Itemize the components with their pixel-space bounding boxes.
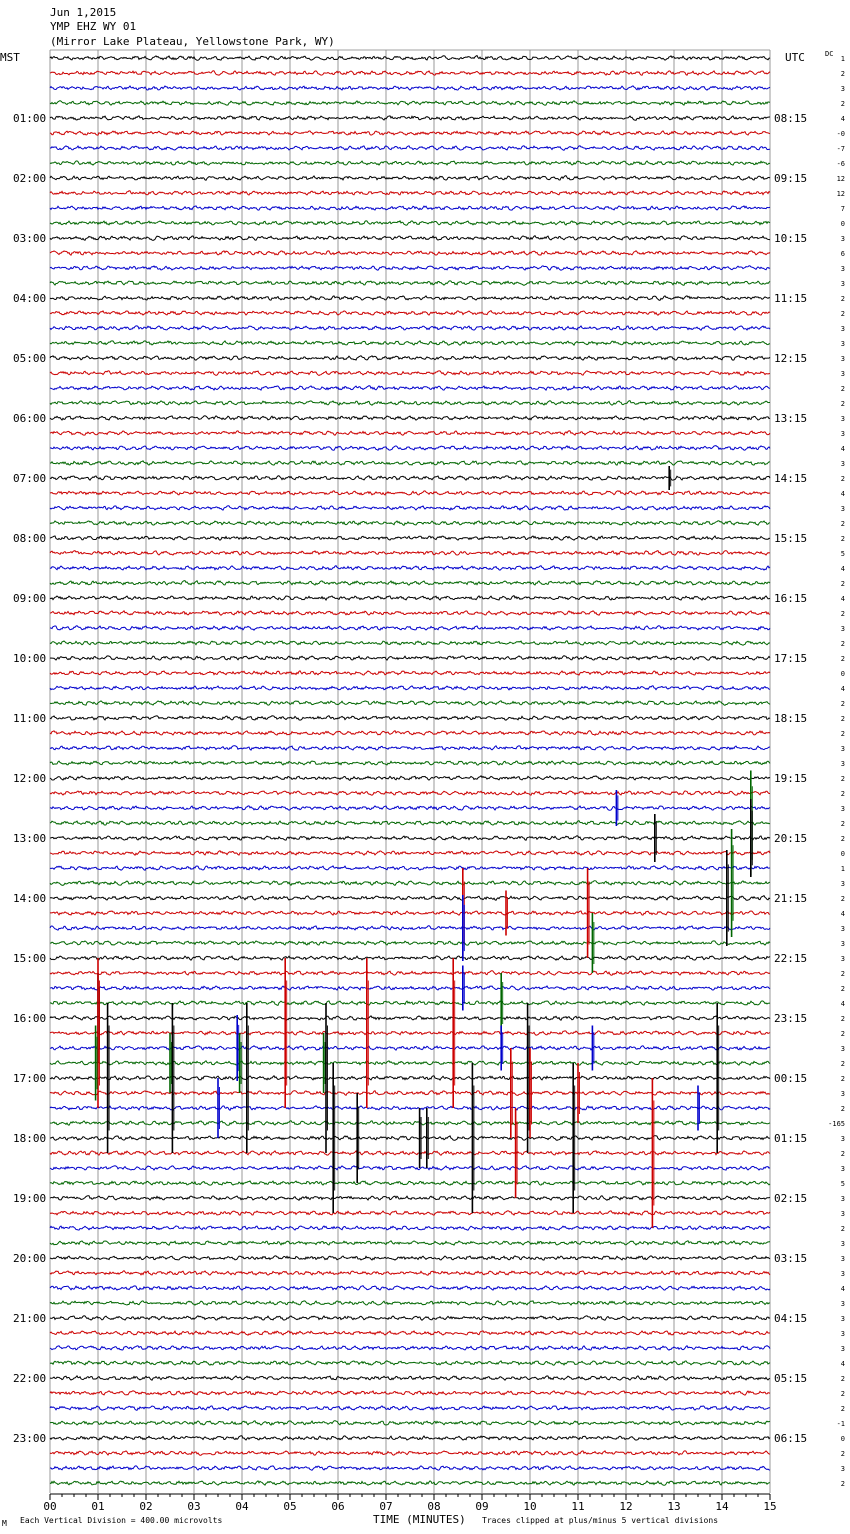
- right-hour-label: 13:15: [774, 412, 808, 425]
- trace-line: [50, 821, 770, 825]
- trace-line: [50, 71, 770, 76]
- dc-offset-value: 3: [840, 925, 845, 933]
- dc-offset-value: 4: [840, 1285, 845, 1293]
- right-hour-label: 03:15: [774, 1252, 808, 1265]
- dc-offset-value: 3: [840, 505, 845, 513]
- left-hour-label: 19:00: [13, 1192, 47, 1205]
- trace-line: [50, 341, 770, 345]
- x-tick-label: 11: [571, 1500, 585, 1513]
- grid-lines: [50, 50, 770, 1493]
- dc-offset-value: 3: [840, 745, 845, 753]
- trace-line: [50, 791, 770, 795]
- dc-offset-value: 3: [840, 880, 845, 888]
- right-hour-label: 20:15: [774, 832, 808, 845]
- trace-line: [50, 461, 770, 465]
- trace-line: [50, 506, 770, 510]
- trace-line: [50, 431, 770, 435]
- right-hour-label: 21:15: [774, 892, 808, 905]
- dc-offset-value: 2: [840, 520, 845, 528]
- trace-line: [50, 1196, 770, 1201]
- left-hour-labels: [13, 112, 46, 1445]
- trace-line: [50, 896, 770, 901]
- clip-note: Traces clipped at plus/minus 5 vertical divisions: [482, 1516, 719, 1525]
- dc-offset-value: 2: [840, 1390, 845, 1398]
- trace-line: [50, 251, 770, 255]
- dc-offset-value: -165: [828, 1120, 845, 1128]
- left-hour-label: 07:00: [13, 472, 47, 485]
- dc-offset-value: 2: [840, 295, 845, 303]
- right-hour-label: 23:15: [774, 1012, 808, 1025]
- x-axis: [43, 1494, 776, 1513]
- trace-line: [50, 776, 770, 780]
- dc-offset-value: 2: [840, 985, 845, 993]
- dc-offset-value: 2: [840, 100, 845, 108]
- dc-offset-value: 2: [840, 1060, 845, 1068]
- right-hour-label: 19:15: [774, 772, 808, 785]
- right-hour-label: 00:15: [774, 1072, 808, 1085]
- dc-offset-value: 12: [836, 175, 845, 183]
- trace-line: [50, 626, 770, 630]
- trace-line: [50, 1211, 770, 1215]
- left-hour-label: 20:00: [13, 1252, 47, 1265]
- station-label: YMP EHZ WY 01: [50, 20, 137, 33]
- trace-line: [50, 1001, 770, 1005]
- trace-line: [50, 851, 770, 855]
- trace-line: [50, 266, 770, 270]
- trace-line: [50, 1046, 770, 1050]
- trace-line: [50, 1226, 770, 1230]
- trace-line: [50, 206, 770, 210]
- dc-offset-value: 2: [840, 640, 845, 648]
- left-hour-label: 04:00: [13, 292, 47, 305]
- left-hour-label: 03:00: [13, 232, 47, 245]
- x-tick-label: 15: [763, 1500, 777, 1513]
- dc-offset-value: 0: [840, 670, 845, 678]
- dc-offset-value: 4: [840, 490, 845, 498]
- trace-line: [50, 311, 770, 316]
- dc-offset-value: 2: [840, 715, 845, 723]
- dc-offset-value: 3: [840, 325, 845, 333]
- dc-offset-value: 2: [840, 400, 845, 408]
- trace-line: [50, 1406, 770, 1410]
- right-hour-labels: [774, 112, 807, 1445]
- left-hour-label: 09:00: [13, 592, 47, 605]
- dc-offset-value: 3: [840, 955, 845, 963]
- trace-line: [50, 131, 770, 135]
- trace-line: [50, 746, 770, 750]
- right-hour-label: 16:15: [774, 592, 808, 605]
- dc-offset-value: 3: [840, 370, 845, 378]
- x-tick-label: 01: [91, 1500, 105, 1513]
- trace-line: [50, 536, 770, 540]
- trace-line: [50, 146, 770, 151]
- dc-offset-value: 2: [840, 1480, 845, 1488]
- trace-line: [50, 1061, 770, 1065]
- dc-offset-value: 2: [840, 1075, 845, 1083]
- trace-line: [50, 1166, 770, 1170]
- trace-line: [50, 176, 770, 181]
- dc-offset-value: 3: [840, 1330, 845, 1338]
- right-hour-label: 18:15: [774, 712, 808, 725]
- trace-line: [50, 1481, 770, 1485]
- dc-offset-value: 2: [840, 1105, 845, 1113]
- dc-offset-value: 0: [840, 220, 845, 228]
- dc-offset-value: 4: [840, 115, 845, 123]
- right-timezone-label: UTC: [785, 51, 805, 64]
- right-hour-label: 12:15: [774, 352, 808, 365]
- dc-offset-value: 2: [840, 610, 845, 618]
- trace-line: [50, 641, 770, 645]
- trace-line: [50, 1076, 770, 1080]
- dc-offset-value: 2: [840, 655, 845, 663]
- left-hour-label: 05:00: [13, 352, 47, 365]
- dc-offset-value: 3: [840, 460, 845, 468]
- x-tick-label: 07: [379, 1500, 393, 1513]
- dc-offset-value: 4: [840, 445, 845, 453]
- right-hour-label: 14:15: [774, 472, 808, 485]
- left-hour-label: 23:00: [13, 1432, 47, 1445]
- trace-line: [50, 1256, 770, 1260]
- dc-offset-value: 6: [840, 250, 845, 258]
- dc-offset-value: 2: [840, 535, 845, 543]
- dc-offset-labels: [828, 55, 845, 1488]
- x-tick-label: 09: [475, 1500, 489, 1513]
- x-tick-label: 14: [715, 1500, 729, 1513]
- dc-offset-value: 4: [840, 595, 845, 603]
- dc-offset-value: 3: [840, 1345, 845, 1353]
- dc-offset-value: 3: [840, 940, 845, 948]
- trace-line: [50, 1451, 770, 1455]
- date-label: Jun 1,2015: [50, 6, 117, 19]
- dc-offset-value: 3: [840, 1210, 845, 1218]
- dc-offset-value: 2: [840, 700, 845, 708]
- dc-offset-value: 2: [840, 70, 845, 78]
- dc-offset-value: 3: [840, 340, 845, 348]
- trace-line: [50, 371, 770, 376]
- left-hour-label: 21:00: [13, 1312, 47, 1325]
- trace-line: [50, 236, 770, 241]
- dc-offset-value: -0: [836, 130, 845, 138]
- dc-offset-value: 12: [836, 190, 845, 198]
- trace-line: [50, 911, 770, 915]
- dc-offset-value: 4: [840, 565, 845, 573]
- trace-line: [50, 566, 770, 571]
- left-hour-label: 12:00: [13, 772, 47, 785]
- right-hour-label: 10:15: [774, 232, 808, 245]
- trace-line: [50, 1466, 770, 1471]
- dc-offset-value: 2: [840, 580, 845, 588]
- dc-offset-value: 2: [840, 1450, 845, 1458]
- dc-offset-value: 5: [840, 1180, 845, 1188]
- dc-offset-value: 2: [840, 970, 845, 978]
- trace-line: [50, 686, 770, 690]
- trace-line: [50, 836, 770, 841]
- x-tick-label: 12: [619, 1500, 633, 1513]
- left-hour-label: 22:00: [13, 1372, 47, 1385]
- x-tick-label: 05: [283, 1500, 297, 1513]
- trace-line: [50, 326, 770, 330]
- dc-offset-value: 2: [840, 475, 845, 483]
- dc-offset-value: 2: [840, 775, 845, 783]
- dc-offset-value: 2: [840, 1015, 845, 1023]
- dc-offset-value: 3: [840, 1240, 845, 1248]
- dc-offset-value: 3: [840, 85, 845, 93]
- trace-line: [50, 116, 770, 121]
- dc-offset-value: 4: [840, 910, 845, 918]
- dc-offset-value: 0: [840, 1435, 845, 1443]
- dc-offset-value: 3: [840, 1090, 845, 1098]
- dc-offset-value: 4: [840, 1360, 845, 1368]
- trace-line: [50, 191, 770, 195]
- trace-line: [50, 56, 770, 61]
- dc-offset-value: 3: [840, 1465, 845, 1473]
- left-hour-label: 13:00: [13, 832, 47, 845]
- right-hour-label: 05:15: [774, 1372, 808, 1385]
- right-hour-label: 11:15: [774, 292, 808, 305]
- trace-line: [50, 356, 770, 361]
- dc-offset-value: 3: [840, 1045, 845, 1053]
- x-axis-title: TIME (MINUTES): [373, 1513, 466, 1526]
- x-tick-label: 13: [667, 1500, 681, 1513]
- dc-offset-value: 0: [840, 850, 845, 858]
- trace-line: [50, 1241, 770, 1245]
- trace-line: [50, 416, 770, 420]
- trace-layer: [50, 56, 770, 1486]
- scale-note: Each Vertical Division = 400.00 microvolts: [20, 1516, 223, 1525]
- dc-offset-value: 2: [840, 1375, 845, 1383]
- left-hour-label: 18:00: [13, 1132, 47, 1145]
- trace-line: [50, 656, 770, 660]
- dc-header: DC: [825, 50, 834, 58]
- dc-offset-value: -7: [836, 145, 845, 153]
- left-hour-label: 06:00: [13, 412, 47, 425]
- dc-offset-value: 3: [840, 1255, 845, 1263]
- dc-offset-value: 2: [840, 790, 845, 798]
- trace-line: [50, 551, 770, 556]
- trace-line: [50, 521, 770, 526]
- trace-line: [50, 1301, 770, 1305]
- trace-line: [50, 596, 770, 600]
- trace-line: [50, 1181, 770, 1185]
- dc-offset-value: 3: [840, 1315, 845, 1323]
- right-hour-label: 02:15: [774, 1192, 808, 1205]
- x-tick-label: 08: [427, 1500, 441, 1513]
- trace-line: [50, 701, 770, 706]
- trace-line: [50, 716, 770, 721]
- trace-line: [50, 86, 770, 90]
- dc-offset-value: 1: [840, 55, 845, 63]
- trace-line: [50, 611, 770, 615]
- trace-line: [50, 971, 770, 976]
- dc-offset-value: 7: [840, 205, 845, 213]
- trace-line: [50, 1391, 770, 1395]
- dc-offset-value: 3: [840, 625, 845, 633]
- dc-offset-value: 3: [840, 430, 845, 438]
- dc-offset-value: -6: [836, 160, 845, 168]
- dc-offset-value: 3: [840, 1300, 845, 1308]
- dc-offset-value: 5: [840, 550, 845, 558]
- right-hour-label: 08:15: [774, 112, 808, 125]
- dc-offset-value: 2: [840, 1150, 845, 1158]
- trace-line: [50, 401, 770, 406]
- dc-offset-value: 3: [840, 760, 845, 768]
- dc-offset-value: 3: [840, 415, 845, 423]
- trace-line: [50, 1421, 770, 1426]
- right-hour-label: 01:15: [774, 1132, 808, 1145]
- trace-line: [50, 386, 770, 390]
- trace-line: [50, 581, 770, 585]
- trace-line: [50, 1436, 770, 1440]
- trace-line: [50, 866, 770, 870]
- right-hour-label: 09:15: [774, 172, 808, 185]
- right-hour-label: 17:15: [774, 652, 808, 665]
- right-hour-label: 15:15: [774, 532, 808, 545]
- trace-line: [50, 941, 770, 945]
- dc-offset-value: 3: [840, 235, 845, 243]
- trace-line: [50, 1091, 770, 1096]
- dc-offset-value: 3: [840, 1195, 845, 1203]
- left-hour-label: 16:00: [13, 1012, 47, 1025]
- corner-mark: M: [2, 1519, 7, 1528]
- x-tick-label: 06: [331, 1500, 345, 1513]
- trace-line: [50, 161, 770, 165]
- trace-line: [50, 1286, 770, 1290]
- location-label: (Mirror Lake Plateau, Yellowstone Park, WY): [50, 35, 335, 48]
- trace-line: [50, 956, 770, 960]
- x-tick-label: 04: [235, 1500, 249, 1513]
- trace-line: [50, 1106, 770, 1110]
- trace-line: [50, 1031, 770, 1035]
- x-tick-label: 02: [139, 1500, 153, 1513]
- dc-offset-value: 2: [840, 1030, 845, 1038]
- x-tick-label: 03: [187, 1500, 201, 1513]
- trace-line: [50, 1121, 770, 1126]
- trace-line: [50, 221, 770, 225]
- trace-line: [50, 1376, 770, 1380]
- left-hour-label: 11:00: [13, 712, 47, 725]
- right-hour-label: 22:15: [774, 952, 808, 965]
- dc-offset-value: 4: [840, 1000, 845, 1008]
- trace-line: [50, 1016, 770, 1020]
- dc-offset-value: 2: [840, 820, 845, 828]
- trace-line: [50, 926, 770, 930]
- right-hour-label: 04:15: [774, 1312, 808, 1325]
- trace-line: [50, 1136, 770, 1141]
- dc-offset-value: 2: [840, 835, 845, 843]
- trace-line: [50, 1361, 770, 1365]
- trace-line: [50, 1151, 770, 1155]
- dc-offset-value: -1: [836, 1420, 845, 1428]
- dc-offset-value: 3: [840, 280, 845, 288]
- trace-line: [50, 296, 770, 301]
- dc-offset-value: 2: [840, 1405, 845, 1413]
- dc-offset-value: 4: [840, 685, 845, 693]
- dc-offset-value: 3: [840, 1135, 845, 1143]
- dc-offset-value: 2: [840, 385, 845, 393]
- trace-line: [50, 761, 770, 765]
- trace-line: [50, 1271, 770, 1276]
- dc-offset-value: 3: [840, 1270, 845, 1278]
- left-hour-label: 02:00: [13, 172, 47, 185]
- dc-offset-value: 3: [840, 265, 845, 273]
- left-hour-label: 08:00: [13, 532, 47, 545]
- trace-line: [50, 1316, 770, 1320]
- dc-offset-value: 1: [840, 865, 845, 873]
- dc-offset-value: 3: [840, 805, 845, 813]
- dc-offset-value: 2: [840, 310, 845, 318]
- trace-line: [50, 281, 770, 286]
- trace-line: [50, 806, 770, 811]
- trace-line: [50, 101, 770, 106]
- trace-line: [50, 491, 770, 495]
- left-hour-label: 10:00: [13, 652, 47, 665]
- trace-line: [50, 1346, 770, 1350]
- trace-line: [50, 1331, 770, 1335]
- trace-line: [50, 881, 770, 886]
- right-hour-label: 06:15: [774, 1432, 808, 1445]
- trace-line: [50, 446, 770, 451]
- trace-line: [50, 476, 770, 480]
- dc-offset-value: 2: [840, 730, 845, 738]
- dc-offset-value: 2: [840, 895, 845, 903]
- trace-line: [50, 986, 770, 990]
- dc-offset-value: 3: [840, 1165, 845, 1173]
- dc-offset-value: 2: [840, 1225, 845, 1233]
- x-tick-label: 00: [43, 1500, 57, 1513]
- left-hour-label: 15:00: [13, 952, 47, 965]
- left-hour-label: 14:00: [13, 892, 47, 905]
- left-hour-label: 17:00: [13, 1072, 47, 1085]
- left-timezone-label: MST: [0, 51, 20, 64]
- x-tick-label: 10: [523, 1500, 537, 1513]
- left-hour-label: 01:00: [13, 112, 47, 125]
- trace-line: [50, 731, 770, 736]
- trace-line: [50, 671, 770, 675]
- dc-offset-value: 3: [840, 355, 845, 363]
